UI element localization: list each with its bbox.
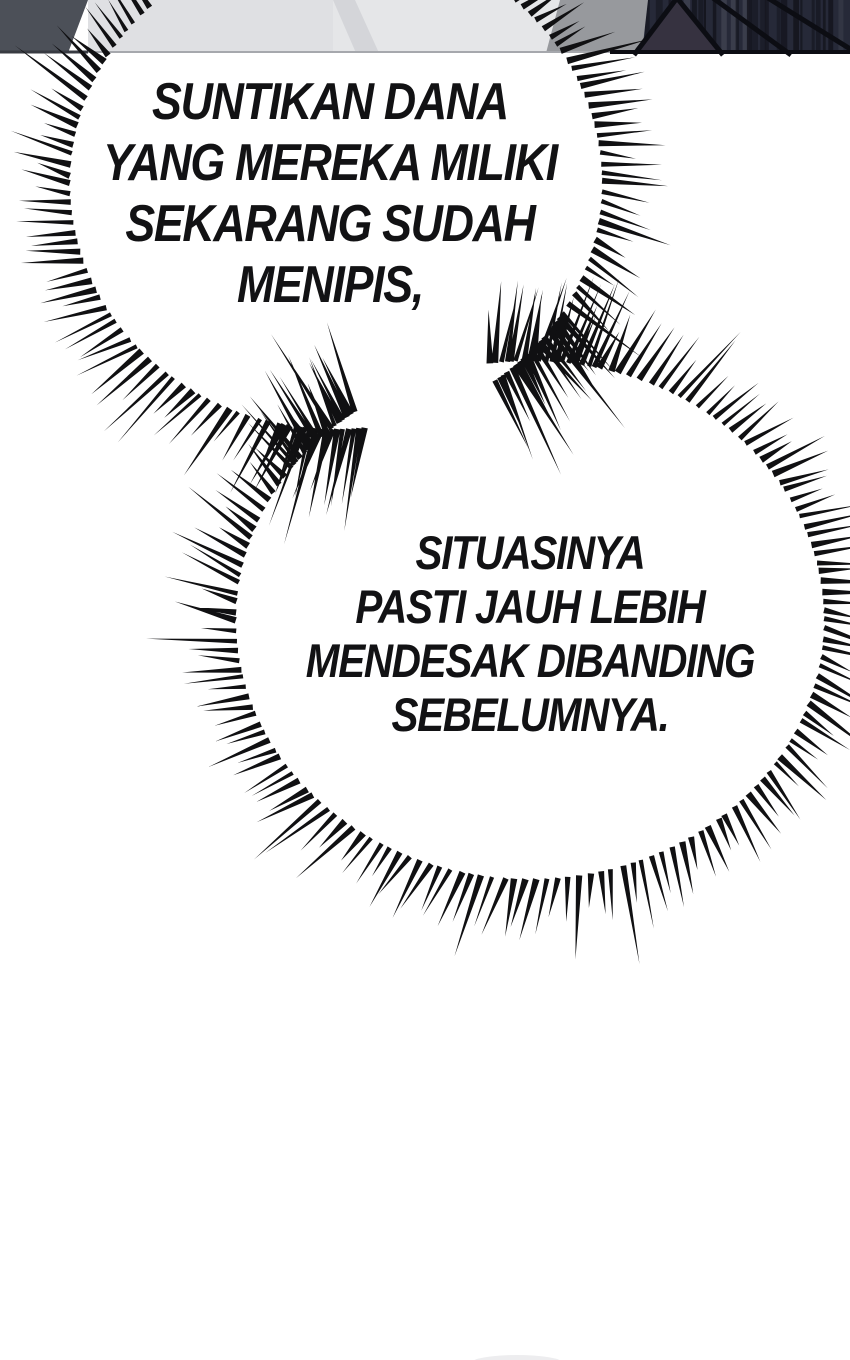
bubble-line: SEBELUMNYA. [391,688,669,741]
burst-spike-path [11,0,671,544]
panel-artwork-strip [0,0,850,55]
bubble-line: MENDESAK DIBANDING [305,634,755,687]
bubble-line: YANG MEREKA MILIKI [103,134,557,192]
wood-streak [736,0,739,51]
speech-bubble-1-spikes [11,0,671,544]
wood-streak [793,0,799,51]
speech-bubble-2-spikes [146,277,850,964]
bubble-line: SUNTIKAN DANA [152,73,508,131]
bubble-line: MENIPIS, [236,256,423,314]
bubble-line: PASTI JAUH LEBIH [355,580,705,633]
wood-streak [823,0,826,51]
next-panel-hint [471,1355,563,1360]
wood-streak [828,0,833,51]
bubble-line: SEKARANG SUDAH [125,195,535,253]
wood-streak [765,0,769,51]
wood-streak [800,0,802,51]
burst-spike-path [146,277,850,964]
bubble-line: SITUASINYA [415,526,645,579]
gray-roof-panel [546,0,648,53]
